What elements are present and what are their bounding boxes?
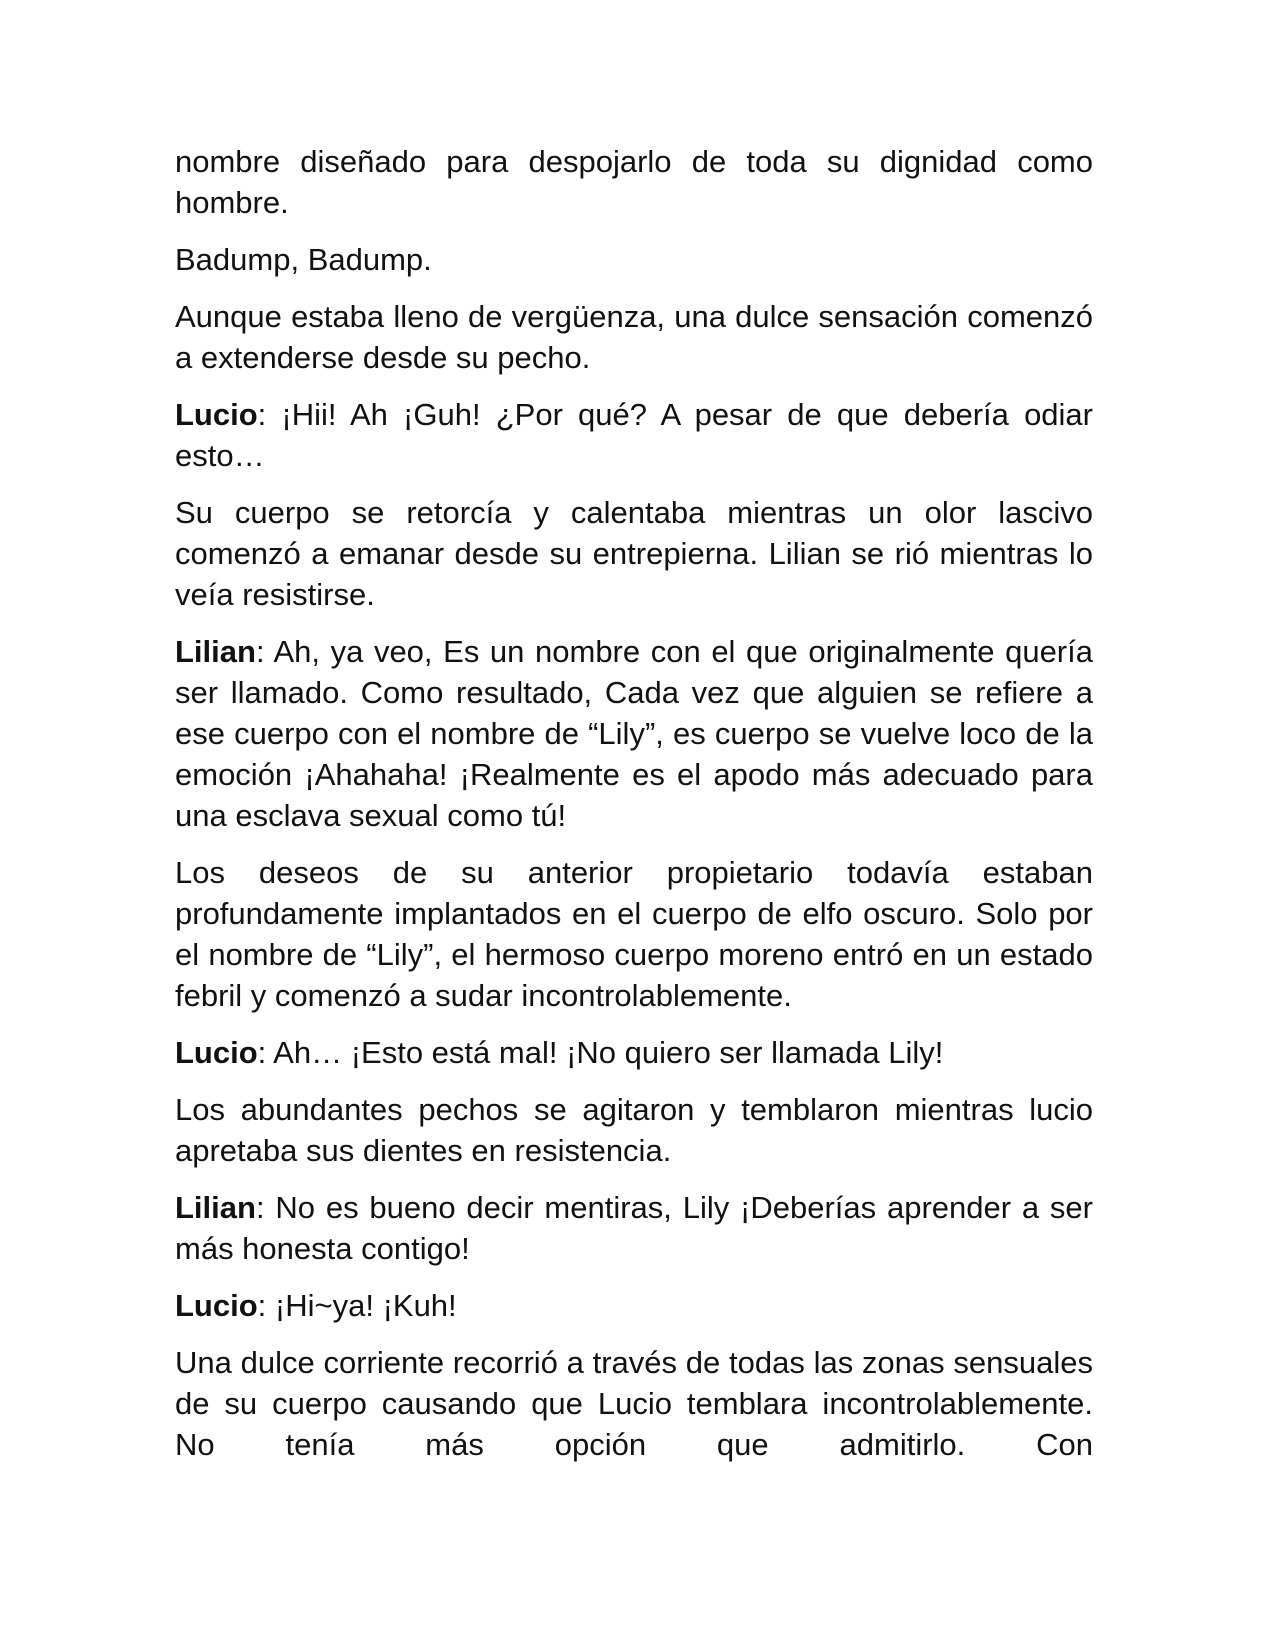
paragraph <box>175 492 1093 615</box>
paragraph-text: Su cuerpo se retorcía y calentaba mientras un olor lascivo comenzó a emanar desde su entrepierna. Lilian se rió mientras lo veía resistirse. <box>175 495 1093 612</box>
speaker-name: Lucio <box>175 1035 258 1070</box>
paragraph-text: nombre diseñado para despojarlo de toda su dignidad como hombre. <box>175 144 1093 220</box>
paragraph-text: Una dulce corriente recorrió a través de todas las zonas sensuales de su cuerpo causando que Lucio temblara incontrolablemente. No tenía más opción que admitirlo. Con <box>175 1345 1093 1462</box>
speaker-name: Lilian <box>175 634 256 669</box>
dialogue-line <box>175 394 1093 476</box>
speaker-name: Lucio <box>175 1288 258 1323</box>
paragraph <box>175 852 1093 1016</box>
paragraph <box>175 296 1093 378</box>
body-text <box>175 141 1093 1481</box>
paragraph <box>175 1342 1093 1465</box>
dialogue-text: : Ah, ya veo, Es un nombre con el que originalmente quería ser llamado. Como resultado, Cada vez que alguien se refiere a ese cuerpo con el nombre de “Lily”, es cuerpo se vuelve loco de la emoción ¡Ahahaha! ¡Realmente es el apodo más adecuado para una esclava sexual como tú! <box>175 634 1093 833</box>
dialogue-line <box>175 1032 1093 1073</box>
dialogue-text: : ¡Hi~ya! ¡Kuh! <box>257 1288 457 1323</box>
dialogue-line <box>175 1285 1093 1326</box>
dialogue-text: : No es bueno decir mentiras, Lily ¡Deberías aprender a ser más honesta contigo! <box>175 1190 1093 1266</box>
paragraph-text: Los deseos de su anterior propietario todavía estaban profundamente implantados en el cuerpo de elfo oscuro. Solo por el nombre de “Lily”, el hermoso cuerpo moreno entró en un estado febril y comenzó a sudar incontrolablemente. <box>175 855 1093 1013</box>
paragraph-text: Aunque estaba lleno de vergüenza, una dulce sensación comenzó a extenderse desde su pecho. <box>175 299 1093 375</box>
speaker-name: Lilian <box>175 1190 256 1225</box>
paragraph-text: Badump, Badump. <box>175 242 432 277</box>
paragraph <box>175 141 1093 223</box>
dialogue-text: : Ah… ¡Esto está mal! ¡No quiero ser llamada Lily! <box>257 1035 944 1070</box>
paragraph <box>175 1089 1093 1171</box>
dialogue-line <box>175 1187 1093 1269</box>
paragraph <box>175 239 1093 280</box>
paragraph-text: Los abundantes pechos se agitaron y temblaron mientras lucio apretaba sus dientes en resistencia. <box>175 1092 1093 1168</box>
speaker-name: Lucio <box>175 397 258 432</box>
dialogue-line <box>175 631 1093 836</box>
dialogue-text: : ¡Hii! Ah ¡Guh! ¿Por qué? A pesar de que debería odiar esto… <box>175 397 1093 473</box>
